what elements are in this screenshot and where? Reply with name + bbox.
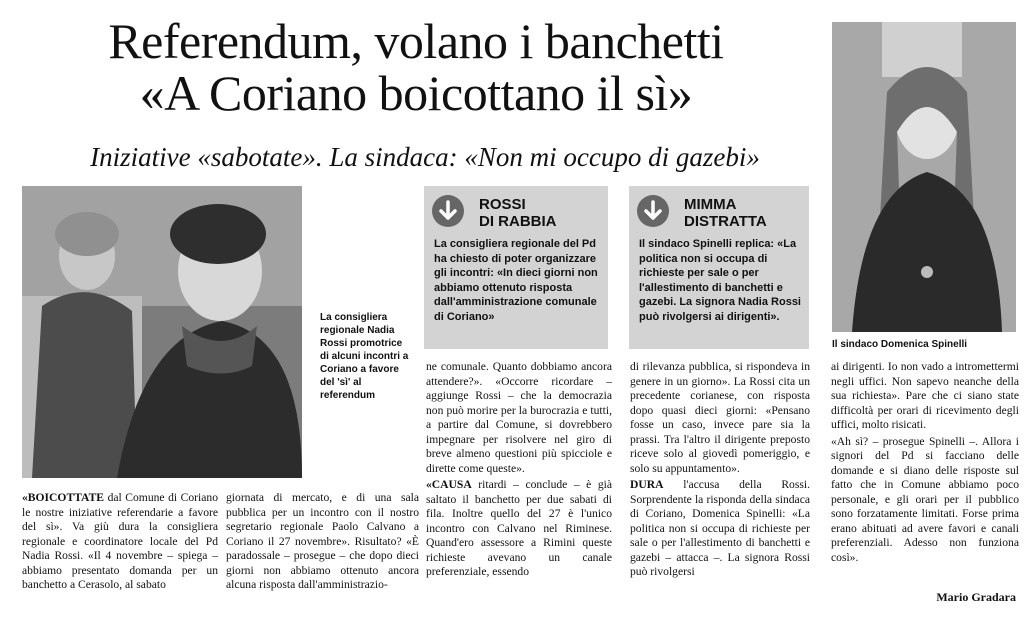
- highlight-box-rossi: [424, 186, 608, 349]
- box-text: Il sindaco Spinelli replica: «La politica non si occupa di richieste per sale o per l'allestimento di banchetti e gazebi. La signora Nadia Rossi può rivolgersi ai dirigenti».: [639, 238, 801, 323]
- column-text: l'accusa della Rossi. Sorprendente la risponda della sindaca di Coriano, Domenica Spinelli: «La politica non si occupa di richieste per sale o per l'allestimento di banchetti e gazebi – attacca –. La signora Rossi può rivolgersi: [630, 478, 810, 578]
- photo-nadia-rossi: [22, 186, 302, 478]
- subheadline: Iniziative «sabotate». La sindaca: «Non mi occupo di gazebi»: [90, 142, 760, 172]
- photo-caption-left: La consigliera regionale Nadia Rossi promotrice di alcuni incontri a Coriano a favore del 'sì' al referendum: [320, 312, 409, 401]
- photo-caption-right: Il sindaco Domenica Spinelli: [832, 339, 968, 350]
- lead-word: DURA: [630, 478, 664, 491]
- column-text: ne comunale. Quanto dobbiamo ancora attendere?». «Occorre ricordare – aggiunge Rossi – che la democrazia non può morire per la burocrazia e tutti, a partire dal Comune, si dovrebbero impegnare per risolvere nel giro di breve almeno questioni più spicciole e dirette come queste».: [426, 360, 612, 475]
- highlight-box-spinelli: [629, 186, 809, 349]
- article-column-4: [630, 360, 810, 580]
- column-text: dal Comune di Coriano le nostre iniziative referendarie a favore del sì». Va giù dura la consigliera regionale e coordinatore locale del Pd Nadia Rossi. «Il 4 novembre – spiega – abbiamo presentato domanda per un banchetto a Cerasolo, al sabato: [22, 491, 218, 591]
- box-title-line-2: DISTRATTA: [684, 213, 767, 230]
- box-text: La consigliera regionale del Pd ha chiesto di poter organizzare gli incontri: «In dieci giorni non abbiamo ottenuto risposta dall'amministrazione comunale di Coriano»: [434, 238, 598, 323]
- article-column-1: [22, 491, 218, 593]
- photo-domenica-spinelli: [832, 22, 1016, 332]
- box-title: [479, 196, 557, 230]
- box-title-line-2: DI RABBIA: [479, 213, 557, 230]
- column-text: ai dirigenti. Io non vado a intromettermi negli uffici. Non sapevo neanche della sua richiesta». Pare che ci siano state difficoltà per orari di ricevimento degli uffici, molto risicati.: [831, 360, 1019, 431]
- lead-word: «CAUSA: [426, 478, 472, 491]
- column-text: giornata di mercato, e di una sala pubblica per un incontro con il nostro segretario regionale Paolo Calvano a Coriano il 27 novembre». Risultato? «È paradossale – prosegue – che dopo dieci giorni non abbiamo ottenuto ancora alcuna risposta dall'amministrazio-: [226, 491, 419, 591]
- column-text: «Ah sì? – prosegue Spinelli –. Allora i signori del Pd si facciano delle domande e si diano delle risposte sul fatto che in Comune abbiamo poco personale, e gli orari per il pubblico sono forzatamente limitati. Forse prima erano abituati ad avere favori e canali preferenziali. Adesso non funziona così».: [831, 434, 1019, 564]
- box-title-line-1: ROSSI: [479, 196, 526, 213]
- article-column-5: [831, 360, 1019, 565]
- headline-line-1: Referendum, volano i banchetti: [108, 13, 724, 69]
- box-title-line-1: MIMMA: [684, 196, 737, 213]
- article-column-3: [426, 360, 612, 580]
- arrow-down-circle-icon: [637, 195, 669, 227]
- arrow-down-circle-icon: [432, 195, 464, 227]
- author-signature: Mario Gradara: [936, 590, 1016, 604]
- headline-line-2: «A Coriano boicottano il sì»: [139, 65, 693, 121]
- column-text: di rilevanza pubblica, si rispondeva in genere in un giorno». La Rossi cita un precedente corianese, con risposta dopo quasi dieci giorni: «Pensano fosse un caso, invece pare sia la prassi. Tra l'altro il dirigente preposto riceve solo al giovedì pomeriggio, e solo su appuntamento».: [630, 360, 810, 475]
- article-column-2: [226, 491, 419, 593]
- column-text: ritardi – conclude – è già saltato il banchetto per due sabati di fila. Inoltre quello del 27 è l'unico incontro con Calvano nel Riminese. Quand'ero assessore a Rimini queste richieste avevano un canale preferenziale, essendo: [426, 478, 612, 578]
- box-title: [684, 196, 767, 230]
- lead-word: «BOICOTTATE: [22, 491, 105, 504]
